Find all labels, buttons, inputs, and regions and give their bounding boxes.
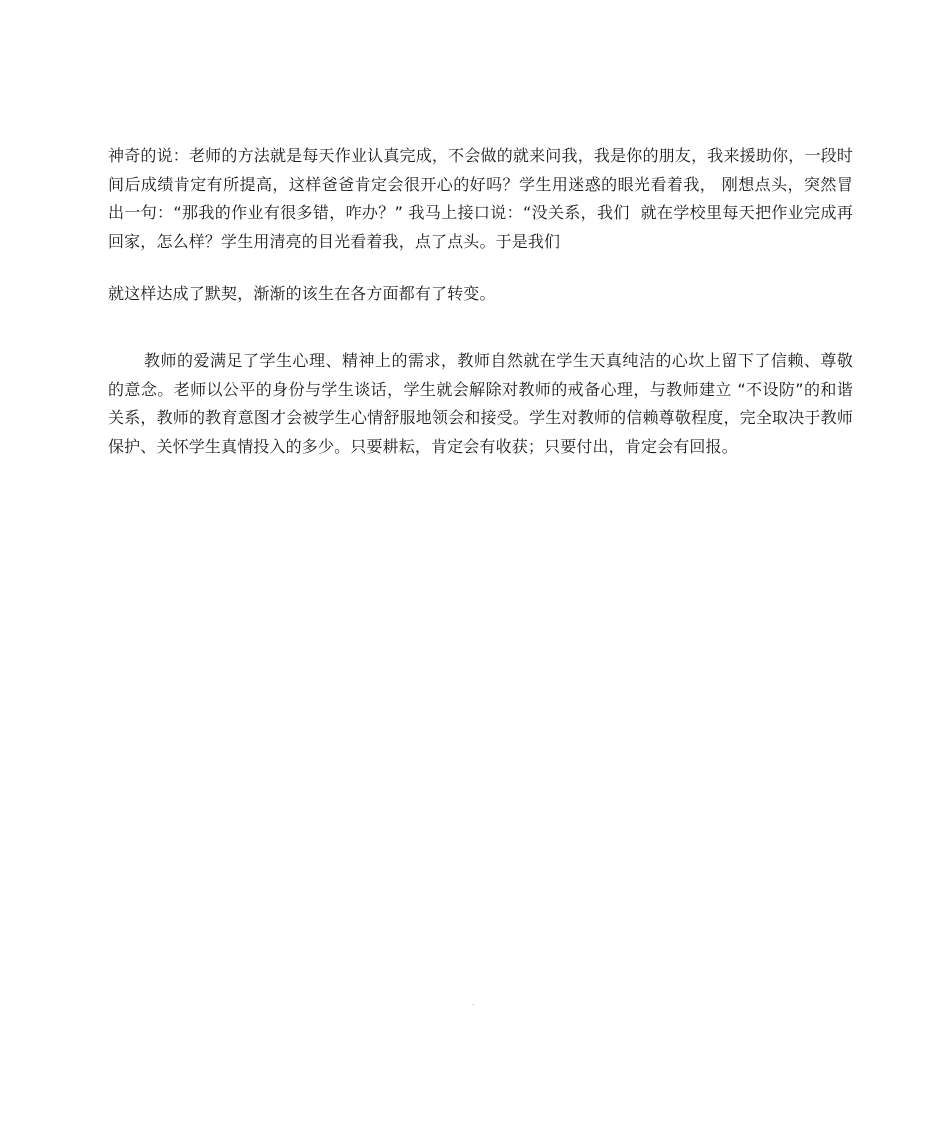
paragraph-continued: 神奇的说：老师的方法就是每天作业认真完成，不会做的就来问我，我是你的朋友，我来援助你，一段时间后成绩肯定有所提高，这样爸爸肯定会很开心的好吗？学生用迷惑的眼光看着我， 刚想点头，突然冒出一句：“那我的作业有很多错，咋办？” 我马上接口说：“没关系，我们 就在学校里每天把作业完成再回家，怎么样？学生用清亮的目光看着我，点了点头。于是我们 xyxy=(108,146,853,251)
page-marker: . xyxy=(472,1000,474,1007)
paragraph-teacher-love: 教师的爱满足了学生心理、精神上的需求，教师自然就在学生天真纯洁的心坎上留下了信赖、尊敬的意念。老师以公平的身份与学生谈话，学生就会解除对教师的戒备心理，与教师建立 “不设防”的和谐关系，教师的教育意图才会被学生心情舒服地领会和接受。学生对教师的信赖尊敬程度，完全取决于教师保护、关怀学生真情投入的多少。只要耕耘，肯定会有收获；只要付出，肯定会有回报。 xyxy=(108,351,853,456)
paragraph-ending: 就这样达成了默契，渐渐的该生在各方面都有了转变。 xyxy=(108,284,496,303)
